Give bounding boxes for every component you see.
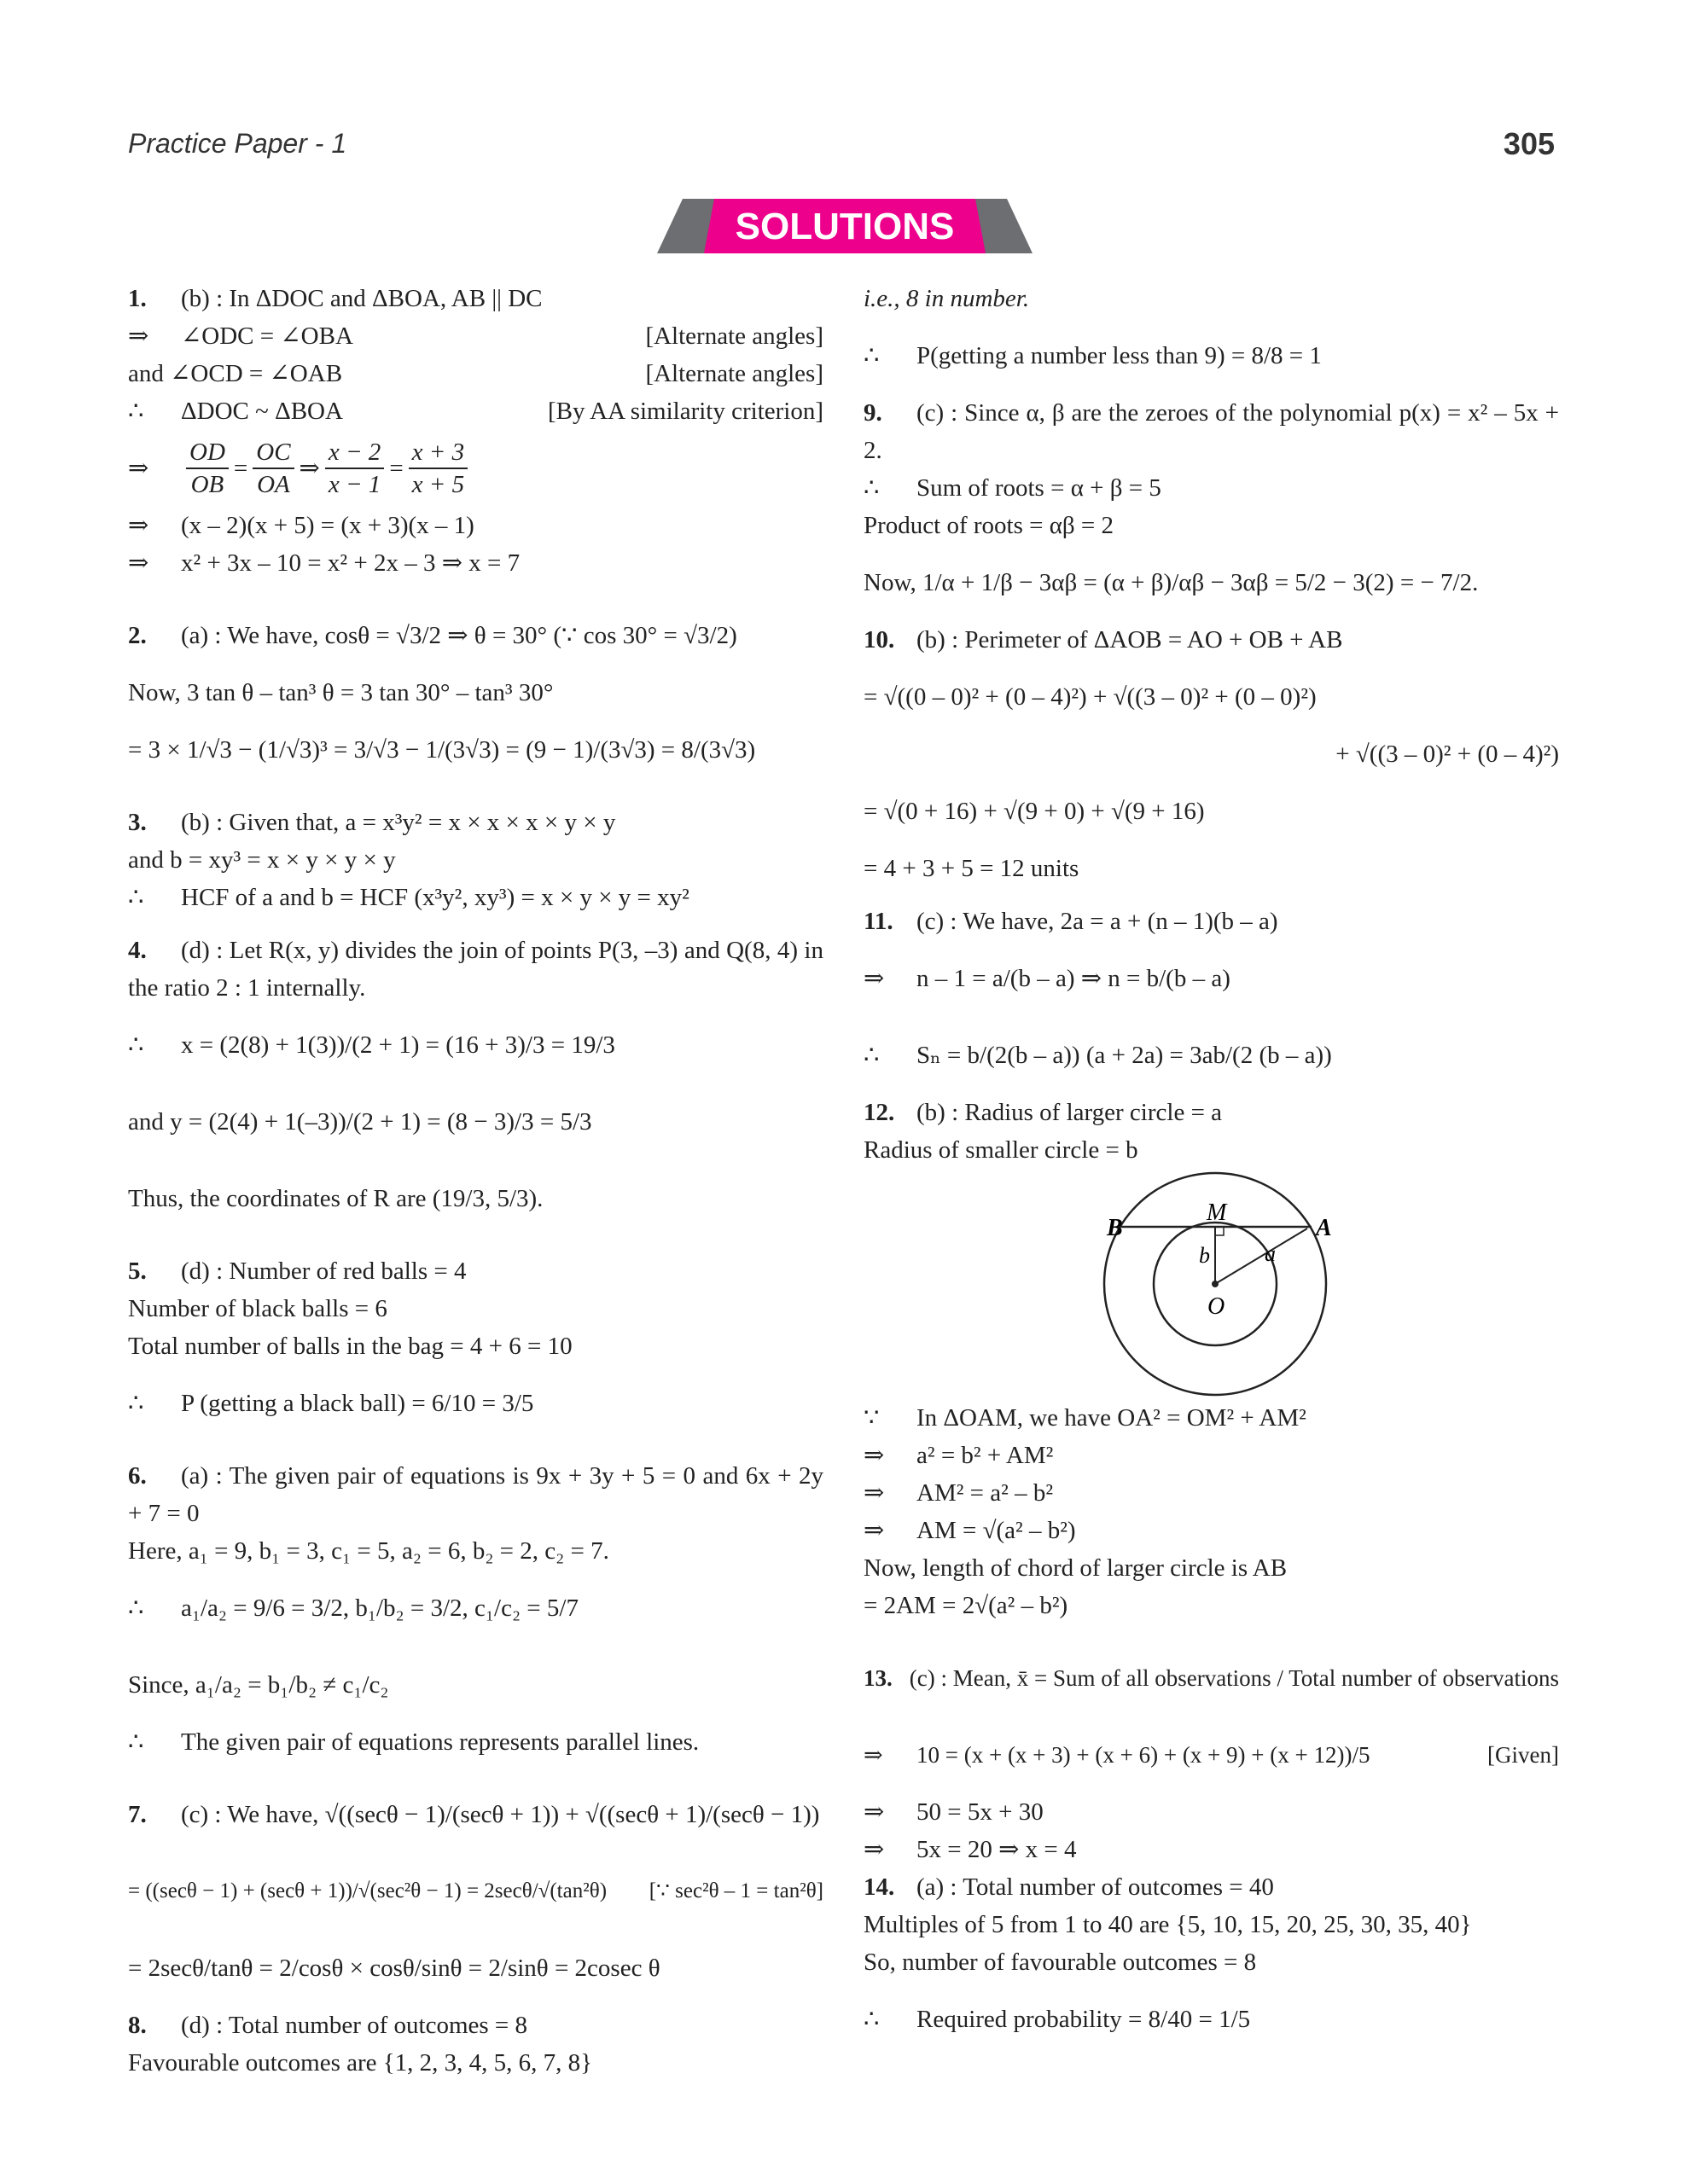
label-b-radius: b bbox=[1199, 1243, 1210, 1268]
q2-statement: 2. (a) : We have, cosθ = √3/2 ⇒ θ = 30° (∵ cos 30° = √3/2) bbox=[128, 622, 737, 649]
q2-line: = 3 × 1/√3 − (1/√3)³ = 3/√3 − 1/(3√3) = (9 − 1)/(3√3) = 8/(3√3) bbox=[128, 736, 756, 764]
q12-line: = 2AM = 2√(a² – b²) bbox=[864, 1592, 1068, 1619]
q12-line: ⇒ AM² = a² – b² bbox=[864, 1479, 1054, 1507]
center-point bbox=[1212, 1281, 1219, 1287]
q14-line: ∴ Required probability = 8/40 = 1/5 bbox=[864, 2006, 1251, 2033]
q4-statement: 4. (d) : Let R(x, y) divides the join of points P(3, –3) and Q(8, 4) in the ratio 2 : 1 internally. bbox=[128, 937, 823, 1002]
q5-statement: 5. (d) : Number of red balls = 4 bbox=[128, 1258, 467, 1285]
label-a-point: A bbox=[1316, 1215, 1332, 1241]
concentric-circles-diagram bbox=[864, 1169, 1559, 1399]
q9-line: ∴ Sum of roots = α + β = 5 bbox=[864, 474, 1161, 502]
right-column bbox=[864, 280, 1559, 2058]
q12-line: ⇒ a² = b² + AM² bbox=[864, 1442, 1054, 1469]
q6-line: ∴ a₁/a₂ = 9/6 = 3/2, b₁/b₂ = 3/2, c₁/c₂ = 5/7 bbox=[128, 1594, 579, 1622]
q12-statement: 12. (b) : Radius of larger circle = a bbox=[864, 1099, 1223, 1126]
q6-line: Here, a₁ = 9, b₁ = 3, c₁ = 5, a₂ = 6, b₂ = 2, c₂ = 7. bbox=[128, 1537, 609, 1565]
q3-line: and b = xy³ = x × y × y × y bbox=[128, 846, 396, 874]
q13-line: ⇒ 10 = (x + (x + 3) + (x + 6) + (x + 9) + (x + 12))/5 [Given] bbox=[864, 1742, 1559, 1768]
q10-line: = 4 + 3 + 5 = 12 units bbox=[864, 855, 1079, 882]
q14-statement: 14. (a) : Total number of outcomes = 40 bbox=[864, 1873, 1274, 1901]
q12-line: ⇒ AM = √(a² – b²) bbox=[864, 1517, 1076, 1544]
q1-line: ⇒ x² + 3x – 10 = x² + 2x – 3 ⇒ x = 7 bbox=[128, 549, 521, 577]
q6-line: Since, a₁/a₂ = b₁/b₂ ≠ c₁/c₂ bbox=[128, 1671, 389, 1699]
q2-line: Now, 3 tan θ – tan³ θ = 3 tan 30° – tan³ 30° bbox=[128, 679, 554, 706]
right-angle-mark bbox=[1215, 1227, 1224, 1235]
q11-line: ∴ Sₙ = b/(2(b – a)) (a + 2a) = 3ab/(2 (b – a)) bbox=[864, 1042, 1332, 1069]
q8-continued: ∴ P(getting a number less than 9) = 8/8 = 1 bbox=[864, 342, 1322, 369]
q7-line: = 2secθ/tanθ = 2/cosθ × cosθ/sinθ = 2/sinθ = 2cosec θ bbox=[128, 1955, 660, 1982]
q5-line: ∴ P (getting a black ball) = 6/10 = 3/5 bbox=[128, 1390, 534, 1417]
q5-line: Number of black balls = 6 bbox=[128, 1295, 387, 1322]
q9-line: Now, 1/α + 1/β − 3αβ = (α + β)/αβ − 3αβ = 5/2 − 3(2) = − 7/2. bbox=[864, 569, 1479, 596]
q14-line: So, number of favourable outcomes = 8 bbox=[864, 1949, 1257, 1976]
q11-statement: 11. (c) : We have, 2a = a + (n – 1)(b – a) bbox=[864, 908, 1278, 935]
label-o-center: O bbox=[1207, 1293, 1225, 1320]
q5-line: Total number of balls in the bag = 4 + 6 = 10 bbox=[128, 1333, 573, 1360]
q10-statement: 10. (b) : Perimeter of ΔAOB = AO + OB + AB bbox=[864, 626, 1343, 653]
q6-statement: 6. (a) : The given pair of equations is 9x + 3y + 5 = 0 and 6x + 2y + 7 = 0 bbox=[128, 1462, 823, 1527]
q10-line: = √(0 + 16) + √(9 + 0) + √(9 + 16) bbox=[864, 798, 1205, 825]
q8-statement: 8. (d) : Total number of outcomes = 8 bbox=[128, 2012, 528, 2039]
page-header-title: Practice Paper - 1 bbox=[128, 128, 347, 159]
q4-line: ∴ x = (2(8) + 1(3))/(2 + 1) = (16 + 3)/3 = 19/3 bbox=[128, 1031, 615, 1059]
q1-line: and ∠OCD = ∠OAB [Alternate angles] bbox=[128, 360, 823, 387]
label-a-radius: a bbox=[1265, 1241, 1276, 1266]
q13-statement: 13. (c) : Mean, x̄ = Sum of all observations / Total number of observations bbox=[864, 1665, 1559, 1691]
q1-line: ⇒ ∠ODC = ∠OBA [Alternate angles] bbox=[128, 322, 823, 350]
concentric-circles-figure bbox=[864, 1169, 1559, 1399]
q1-fraction-equation: ⇒ OD OB = OC OA ⇒ x − 2 x − 1 = x + 3 x + 5 bbox=[128, 430, 823, 507]
q4-line: and y = (2(4) + 1(–3))/(2 + 1) = (8 − 3)/3 = 5/3 bbox=[128, 1108, 592, 1136]
q10-line: + √((3 – 0)² + (0 – 4)²) bbox=[1335, 741, 1559, 768]
q3-line: ∴ HCF of a and b = HCF (x³y², xy³) = x × y × y = xy² bbox=[128, 884, 689, 911]
q7-statement: 7. (c) : We have, √((secθ − 1)/(secθ + 1)) + √((secθ + 1)/(secθ − 1)) bbox=[128, 1801, 820, 1828]
label-b-point: B bbox=[1107, 1215, 1123, 1241]
q12-line: ∵ In ΔOAM, we have OA² = OM² + AM² bbox=[864, 1404, 1306, 1432]
page-number: 305 bbox=[1503, 126, 1555, 161]
solutions-banner bbox=[657, 199, 1033, 253]
q14-line: Multiples of 5 from 1 to 40 are {5, 10, 15, 20, 25, 30, 35, 40} bbox=[864, 1911, 1472, 1938]
q7-line: = ((secθ − 1) + (secθ + 1))/√(sec²θ − 1) = 2secθ/√(tan²θ) [∵ sec²θ – 1 = tan²θ] bbox=[128, 1879, 823, 1902]
q8-line: Favourable outcomes are {1, 2, 3, 4, 5, 6, 7, 8} bbox=[128, 2049, 593, 2077]
left-column bbox=[128, 280, 823, 2082]
label-m-point: M bbox=[1207, 1199, 1227, 1226]
q1-line: ∴ ΔDOC ~ ΔBOA [By AA similarity criterion] bbox=[128, 398, 823, 425]
q11-line: ⇒ n – 1 = a/(b – a) ⇒ n = b/(b – a) bbox=[864, 965, 1230, 992]
q13-line: ⇒ 5x = 20 ⇒ x = 4 bbox=[864, 1836, 1077, 1863]
q13-line: ⇒ 50 = 5x + 30 bbox=[864, 1798, 1044, 1826]
q10-line: = √((0 – 0)² + (0 – 4)²) + √((3 – 0)² + (0 – 0)²) bbox=[864, 683, 1317, 711]
q12-line: Now, length of chord of larger circle is AB bbox=[864, 1554, 1288, 1582]
q9-statement: 9. (c) : Since α, β are the zeroes of the polynomial p(x) = x² – 5x + 2. bbox=[864, 399, 1559, 464]
q3-statement: 3. (b) : Given that, a = x³y² = x × x × x × y × y bbox=[128, 809, 616, 836]
q12-line: Radius of smaller circle = b bbox=[864, 1136, 1138, 1164]
q8-continued: i.e., 8 in number. bbox=[864, 285, 1030, 312]
q4-line: Thus, the coordinates of R are (19/3, 5/3). bbox=[128, 1185, 544, 1212]
q9-line: Product of roots = αβ = 2 bbox=[864, 512, 1114, 539]
q1-line: ⇒ (x – 2)(x + 5) = (x + 3)(x – 1) bbox=[128, 512, 474, 539]
solutions-heading: SOLUTIONS bbox=[735, 206, 955, 247]
q1-statement: 1. (b) : In ΔDOC and ΔBOA, AB || DC bbox=[128, 285, 543, 312]
radius-oa bbox=[1215, 1228, 1307, 1284]
q6-line: ∴ The given pair of equations represents parallel lines. bbox=[128, 1728, 700, 1756]
